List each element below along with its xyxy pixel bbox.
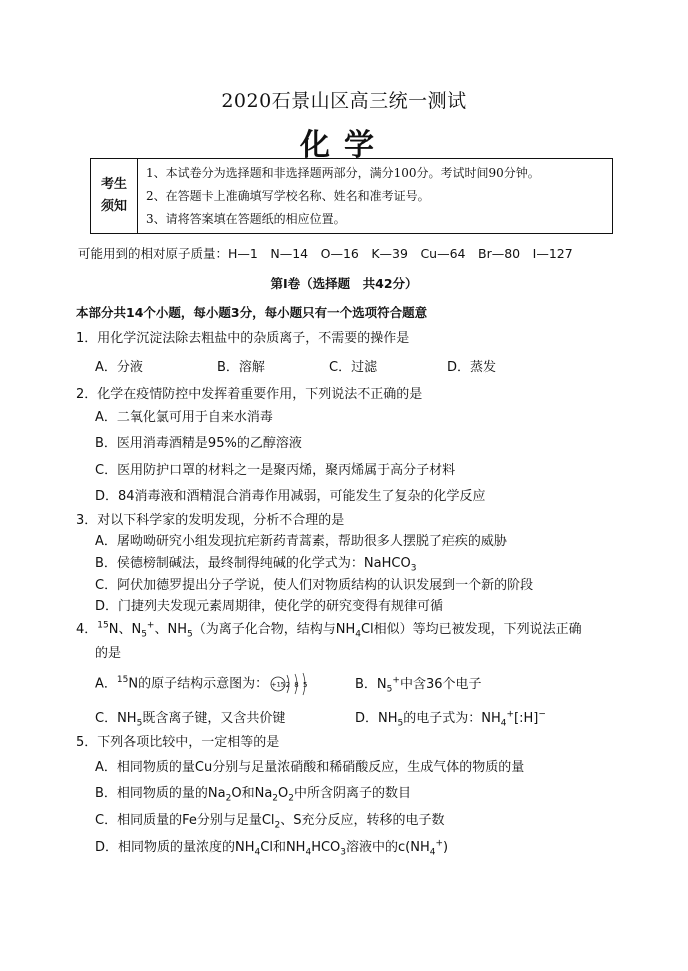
q4-stem-sub: 5 (141, 629, 147, 640)
q4-stem-part: N、N (108, 622, 142, 637)
q4-option-b (355, 673, 481, 695)
q2-option-a: A．二氧化氯可用于自来水消毒 (95, 410, 273, 425)
q4-c-sub: 5 (136, 718, 143, 729)
q5-d-part: 溶液中的c(NH (346, 840, 430, 855)
q4-option-c (95, 707, 285, 729)
q3-option-a: A．屠呦呦研究小组发现抗疟新药青蒿素，帮助很多人摆脱了疟疾的威胁 (95, 534, 507, 549)
q5-option-b (95, 782, 411, 804)
q5-option-a: A．相同物质的量Cu分别与足量浓硝酸和稀硝酸反应，生成气体的物质的量 (95, 760, 525, 775)
atomic-masses: 可能用到的相对原子质量：H—1 N—14 O—16 K—39 Cu—64 Br—80 I—127 (78, 246, 573, 261)
q4-d-sup: − (538, 709, 546, 720)
q4-stem-part: Cl相似）等均已被发现，下列说法正确 (360, 622, 582, 637)
q4-stem-sub: 4 (355, 629, 361, 640)
q4-b-sub: 5 (386, 684, 393, 695)
q4-stem-sup: 15 (97, 620, 109, 631)
q4-b-part: B．N (355, 677, 387, 692)
q5-d-sub: 4 (429, 847, 436, 858)
q4-d-sup: + (506, 709, 515, 720)
candidate-notice-box (90, 158, 613, 234)
q2-option-b: B．医用消毒酒精是95%的乙醇溶液 (95, 436, 302, 451)
q4-a-text: N的原子结构示意图为： (128, 676, 269, 692)
q4-option-d (355, 707, 546, 729)
question-4-stem (76, 618, 582, 640)
q5-d-part: D．相同物质的量浓度的NH (95, 840, 255, 855)
q5-b-part: B．相同物质的量的Na (95, 786, 226, 801)
q1-option-c: C．过滤 (329, 360, 378, 375)
q4-c-part: C．NH (95, 711, 137, 726)
q4-a-sup: 15 (116, 675, 129, 686)
question-5-stem: 5．下列各项比较中，一定相等的是 (76, 735, 280, 750)
q5-d-part: Cl和NH (260, 840, 306, 855)
q5-d-sub: 3 (340, 847, 347, 858)
q4-stem-part: （为离子化合物，结构与NH (192, 622, 356, 637)
notice-item: 1、本试卷分为选择题和非选择题两部分，满分100分。考试时间90分钟。 (146, 166, 540, 180)
q4-c-part: 既含离子键，又含共价键 (142, 711, 286, 726)
q3-option-b-text: B．侯德榜制碱法，最终制得纯碱的化学式为：NaHCO (95, 556, 411, 571)
nucleus-charge: +15 (271, 680, 285, 689)
q5-b-sub: 2 (288, 793, 294, 804)
q4-stem-part: 、NH (154, 622, 187, 637)
q5-d-part: ) (443, 840, 449, 855)
q4-a-prefix: A． (95, 676, 117, 692)
q3-option-c: C．阿伏加德罗提出分子学说，使人们对物质结构的认识发展到一个新的阶段 (95, 578, 534, 593)
question-1-stem: 1．用化学沉淀法除去粗盐中的杂质离子，不需要的操作是 (76, 331, 410, 346)
q4-d-sub: 4 (500, 718, 507, 729)
exam-title: 2020石景山区高三统一测试 (221, 90, 467, 112)
q1-option-a: A．分液 (95, 360, 143, 375)
q5-c-part: 、S充分反应，转移的电子数 (280, 813, 445, 828)
q5-d-sup: + (435, 838, 444, 849)
q5-b-sub: 2 (272, 793, 279, 804)
q1-option-b: B．溶解 (217, 360, 265, 375)
q5-c-sub: 2 (274, 820, 281, 831)
q4-d-sub: 5 (397, 718, 404, 729)
q4-number: 4． (76, 622, 98, 637)
q5-d-sub: 4 (305, 847, 312, 858)
notice-item: 3、请将答案填在答题纸的相应位置。 (146, 212, 346, 226)
q4-d-part: D．NH (355, 711, 398, 726)
q4-b-sup: + (392, 675, 400, 686)
notice-item: 2、在答题卡上准确填写学校名称、姓名和准考证号。 (146, 189, 430, 203)
q5-b-part: O (278, 786, 289, 801)
question-2-stem: 2．化学在疫情防控中发挥着重要作用，下列说法不正确的是 (76, 387, 423, 402)
notice-heading (91, 159, 138, 233)
q4-d-part: [:H] (514, 711, 539, 726)
q5-b-part: O和Na (231, 786, 273, 801)
q4-b-part: 中含36个电子 (399, 677, 482, 692)
q2-option-d: D．84消毒液和酒精混合消毒作用减弱，可能发生了复杂的化学反应 (95, 489, 486, 504)
atom-structure-diagram (270, 671, 314, 697)
q3-option-b (95, 552, 416, 574)
question-4-stem-line2: 的是 (95, 646, 122, 661)
q3-option-d: D．门捷列夫发现元素周期律，使化学的研究变得有规律可循 (95, 599, 444, 614)
q4-stem-sub: 5 (186, 629, 193, 640)
section-title: 第Ⅰ卷（选择题 共42分） (270, 276, 418, 291)
notice-list (138, 159, 612, 233)
q5-b-sub: 2 (225, 793, 232, 804)
q5-d-sub: 4 (254, 847, 261, 858)
q2-option-c: C．医用防护口罩的材料之一是聚丙烯，聚丙烯属于高分子材料 (95, 463, 456, 478)
notice-heading-line1: 考生 (100, 177, 127, 192)
q4-d-part: 的电子式为：NH (403, 711, 501, 726)
q5-option-c (95, 809, 445, 831)
q5-c-part: C．相同质量的Fe分别与足量Cl (95, 813, 275, 828)
subject-title: 化学 (300, 128, 388, 163)
q1-option-d: D．蒸发 (447, 360, 497, 375)
shell-electrons: 2 8 5 (285, 681, 309, 689)
question-3-stem: 3．对以下科学家的发明发现，分析不合理的是 (76, 513, 345, 528)
q4-stem-sup: + (146, 620, 155, 631)
q5-b-part: 中所含阴离子的数目 (294, 786, 412, 801)
q5-d-part: HCO (311, 840, 341, 855)
notice-heading-line2: 须知 (100, 199, 127, 214)
section-intro: 本部分共14个小题，每小题3分，每小题只有一个选项符合题意 (76, 305, 428, 320)
q5-option-d (95, 836, 448, 858)
q4-option-a (95, 671, 314, 697)
q3-option-b-sub: 3 (410, 563, 417, 574)
question-1-options (95, 356, 496, 375)
